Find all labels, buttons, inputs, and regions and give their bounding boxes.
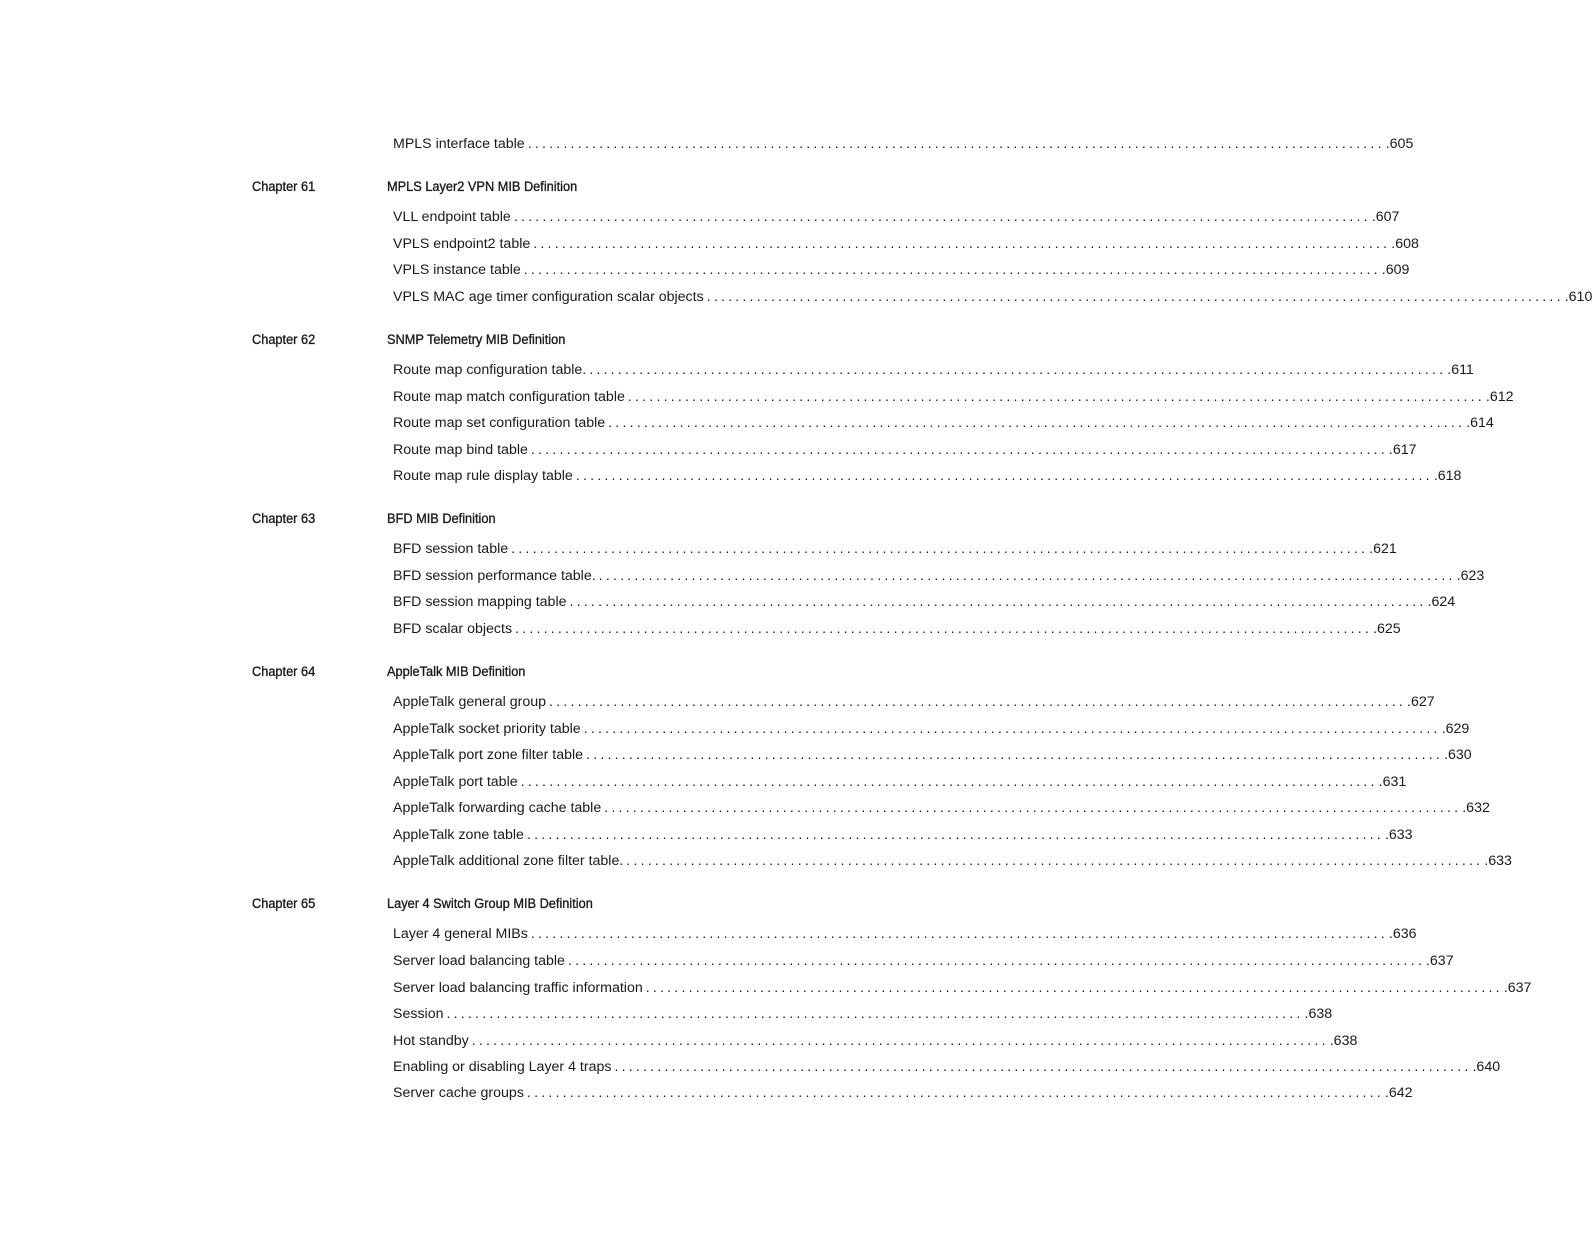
chapter-title[interactable]: BFD MIB Definition [387,511,496,527]
chapter-title[interactable]: Layer 4 Switch Group MIB Definition [387,896,593,912]
dot-leader: ........................................................................................................................ [598,568,1456,584]
toc-entry-title: Server load balancing traffic information [393,980,643,996]
toc-entry-page: .624 [1427,594,1456,610]
dot-leader: ........................................................................................................................ [604,800,1462,816]
toc-entry-page: .608 [1391,236,1419,252]
dot-leader: ........................................................................................................................ [626,853,1484,869]
toc-entry-page: .633 [1484,853,1512,869]
toc-entry-title: MPLS interface table [393,136,525,152]
toc-entry-title: Route map set configuration table [393,415,606,431]
dot-leader: ........................................................................................................................ [526,827,1384,843]
toc-entry-title: Route map configuration table. [393,362,587,378]
toc-entry[interactable] [393,440,1417,460]
dot-leader: ........................................................................................................................ [569,594,1427,610]
toc-entry-page: .630 [1444,747,1472,763]
chapter-title[interactable]: AppleTalk MIB Definition [387,664,526,680]
toc-entry[interactable] [393,1004,1333,1024]
toc-entry[interactable] [393,592,1456,612]
toc-entry[interactable] [393,825,1413,845]
toc-entry[interactable] [393,207,1400,227]
toc-entry-page: .617 [1388,442,1417,458]
dot-leader: ........................................................................................................................ [520,774,1378,790]
toc-entry-title: BFD scalar objects [393,621,513,637]
toc-entry-page: .625 [1373,621,1401,637]
chapter-label: Chapter 65 [252,896,316,912]
toc-entry-page: .632 [1462,800,1490,816]
toc-entry-page: .637 [1425,953,1454,969]
toc-entry-page: .637 [1503,980,1532,996]
toc-entry-page: .605 [1385,136,1414,152]
dot-leader: ........................................................................................................................ [471,1033,1329,1049]
toc-entry-page: .611 [1447,362,1474,378]
toc-entry[interactable] [393,387,1514,407]
toc-entry-title: VPLS instance table [393,262,521,278]
dot-leader: ........................................................................................................................ [575,468,1433,484]
toc-entry-page: .636 [1388,926,1417,942]
toc-entry-page: .618 [1433,468,1462,484]
dot-leader: ........................................................................................................................ [706,289,1564,305]
dot-leader: ........................................................................................................................ [567,953,1425,969]
chapter-label: Chapter 63 [252,511,316,527]
dot-leader: ........................................................................................................................ [627,389,1485,405]
toc-entry-page: .640 [1472,1059,1501,1075]
toc-entry-title: Layer 4 general MIBs [393,926,528,942]
dot-leader: ........................................................................................................................ [533,236,1391,252]
toc-entry-title: VPLS endpoint2 table [393,236,531,252]
toc-entry-page: .638 [1329,1033,1358,1049]
chapter-title[interactable]: SNMP Telemetry MIB Definition [387,332,566,348]
toc-entry[interactable] [393,745,1472,765]
toc-entry-title: Route map match configuration table [393,389,625,405]
toc-entry-title: Hot standby [393,1033,469,1049]
toc-entry[interactable] [393,287,1592,307]
toc-entry-page: .623 [1456,568,1485,584]
toc-entry-title: Enabling or disabling Layer 4 traps [393,1059,612,1075]
toc-entry[interactable] [393,539,1397,559]
dot-leader: ........................................................................................................................ [608,415,1466,431]
toc-entry-title: Server cache groups [393,1085,524,1101]
toc-entry-title: AppleTalk socket priority table [393,721,581,737]
toc-entry-page: .621 [1369,541,1397,557]
toc-entry[interactable] [393,772,1407,792]
dot-leader: ........................................................................................................................ [614,1059,1472,1075]
dot-leader: ........................................................................................................................ [523,262,1381,278]
dot-leader: ........................................................................................................................ [526,1085,1384,1101]
toc-entry-page: .614 [1466,415,1494,431]
toc-entry-page: .629 [1441,721,1470,737]
dot-leader: ........................................................................................................................ [549,694,1407,710]
toc-entry[interactable] [393,466,1462,486]
toc-entry[interactable] [393,134,1414,154]
toc-entry-page: .612 [1485,389,1514,405]
toc-entry-title: AppleTalk additional zone filter table. [393,853,624,869]
toc-entry-page: .610 [1564,289,1592,305]
toc-entry-title: Session [393,1006,444,1022]
dot-leader: ........................................................................................................................ [583,721,1441,737]
toc-entry-page: .631 [1378,774,1407,790]
toc-entry-title: AppleTalk general group [393,694,547,710]
toc-entry-title: BFD session table [393,541,509,557]
toc-entry-title: VPLS MAC age timer configuration scalar objects [393,289,704,305]
toc-entry-title: AppleTalk zone table [393,827,524,843]
chapter-title[interactable]: MPLS Layer2 VPN MIB Definition [387,179,578,195]
toc-entry[interactable] [393,360,1474,380]
dot-leader: ........................................................................................................................ [530,926,1388,942]
toc-entry-title: VLL endpoint table [393,209,511,225]
toc-entry-title: BFD session mapping table [393,594,567,610]
toc-entry-title: Server load balancing table [393,953,565,969]
chapter-label: Chapter 61 [252,179,316,195]
dot-leader: ........................................................................................................................ [446,1006,1304,1022]
dot-leader: ........................................................................................................................ [515,621,1373,637]
toc-entry-title: AppleTalk port table [393,774,518,790]
dot-leader: ........................................................................................................................ [586,747,1444,763]
toc-entry[interactable] [393,851,1512,871]
toc-entry[interactable] [393,719,1470,739]
toc-entry[interactable] [393,692,1435,712]
toc-entry-title: AppleTalk forwarding cache table [393,800,602,816]
toc-entry[interactable] [393,234,1419,254]
chapter-label: Chapter 64 [252,664,316,680]
toc-entry[interactable] [393,978,1532,998]
toc-entry-title: Route map rule display table [393,468,573,484]
toc-entry-page: .633 [1384,827,1413,843]
toc-entry-title: Route map bind table [393,442,528,458]
toc-entry-page: .609 [1381,262,1410,278]
toc-entry[interactable] [393,619,1401,639]
chapter-label: Chapter 62 [252,332,316,348]
toc-entry[interactable] [393,566,1485,586]
toc-entry[interactable] [393,798,1490,818]
dot-leader: ........................................................................................................................ [511,541,1369,557]
dot-leader: ........................................................................................................................ [513,209,1371,225]
toc-entry[interactable] [393,413,1494,433]
toc-entry[interactable] [393,260,1410,280]
toc-entry[interactable] [393,924,1417,944]
toc-entry-title: BFD session performance table. [393,568,596,584]
toc-entry-page: .627 [1407,694,1435,710]
dot-leader: ........................................................................................................................ [530,442,1388,458]
toc-entry[interactable] [393,1083,1413,1103]
toc-entry-page: .638 [1304,1006,1333,1022]
toc-entry[interactable] [393,1031,1358,1051]
dot-leader: ........................................................................................................................ [645,980,1503,996]
dot-leader: ........................................................................................................................ [527,136,1385,152]
toc-entry-page: .607 [1371,209,1400,225]
toc-entry[interactable] [393,951,1454,971]
toc-entry-page: .642 [1384,1085,1413,1101]
toc-entry[interactable] [393,1057,1501,1077]
dot-leader: ........................................................................................................................ [589,362,1447,378]
toc-entry-title: AppleTalk port zone filter table [393,747,584,763]
